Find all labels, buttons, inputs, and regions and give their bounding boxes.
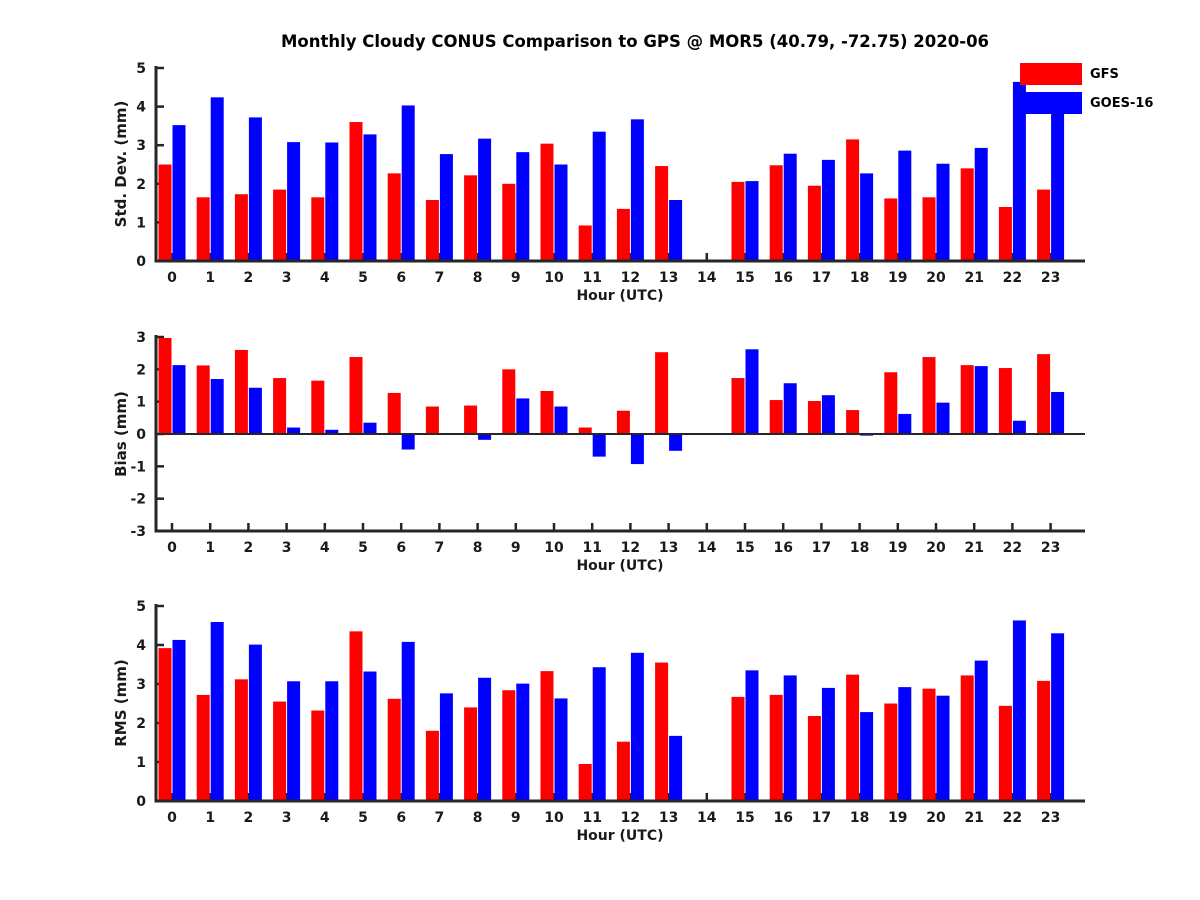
bar-goes16-h11 [593, 434, 606, 457]
bar-gfs-h0 [159, 648, 172, 801]
x-tick-label: 23 [1040, 810, 1061, 826]
bar-gfs-h10 [541, 144, 554, 261]
y-tick-label: 0 [136, 427, 146, 443]
bar-gfs-h16 [770, 695, 783, 801]
x-tick-label: 1 [205, 810, 216, 826]
bar-gfs-h22 [999, 207, 1012, 261]
bar-gfs-h1 [197, 695, 210, 801]
y-tick-label: 5 [136, 599, 146, 615]
bar-gfs-h17 [808, 401, 821, 434]
bar-gfs-h4 [311, 711, 324, 801]
bar-goes16-h13 [669, 736, 682, 801]
bar-goes16-h2 [249, 388, 262, 434]
x-tick-label: 22 [1002, 540, 1023, 556]
bar-goes16-h6 [402, 642, 415, 801]
bar-goes16-h13 [669, 434, 682, 451]
legend-swatch-goes16 [1020, 92, 1082, 114]
bar-goes16-h17 [822, 395, 835, 434]
x-tick-label: 15 [735, 540, 755, 556]
bar-gfs-h7 [426, 407, 439, 434]
x-tick-label: 12 [620, 540, 641, 556]
bar-goes16-h23 [1051, 392, 1064, 434]
bar-goes16-h1 [211, 97, 224, 261]
x-tick-label: 5 [358, 810, 368, 826]
x-tick-label: 3 [281, 810, 292, 826]
bar-gfs-h2 [235, 194, 248, 261]
x-tick-label: 4 [319, 810, 330, 826]
x-tick-label: 18 [849, 270, 870, 286]
bar-gfs-h12 [617, 742, 630, 801]
x-tick-label: 19 [888, 270, 908, 286]
bar-goes16-h8 [478, 678, 491, 801]
bar-gfs-h16 [770, 165, 783, 261]
bar-goes16-h19 [898, 414, 911, 434]
x-tick-label: 13 [658, 270, 679, 286]
x-tick-label: 1 [205, 270, 216, 286]
bar-goes16-h10 [555, 165, 568, 262]
y-tick-label: 5 [136, 61, 146, 77]
x-axis-label-rms: Hour (UTC) [576, 828, 664, 844]
bar-gfs-h21 [961, 365, 974, 434]
bar-goes16-h20 [937, 164, 950, 261]
x-tick-label: 21 [964, 810, 984, 826]
legend-swatch-gfs [1020, 63, 1082, 85]
x-tick-label: 14 [697, 270, 717, 286]
x-tick-label: 4 [319, 270, 330, 286]
bar-goes16-h20 [937, 696, 950, 801]
bar-gfs-h5 [350, 631, 363, 801]
bar-gfs-h6 [388, 393, 401, 434]
bar-gfs-h6 [388, 699, 401, 801]
x-tick-label: 21 [964, 270, 984, 286]
bar-gfs-h2 [235, 350, 248, 434]
bar-goes16-h12 [631, 434, 644, 464]
bar-goes16-h22 [1013, 620, 1026, 801]
x-tick-label: 16 [773, 540, 793, 556]
bar-goes16-h21 [975, 661, 988, 801]
bar-gfs-h12 [617, 209, 630, 261]
bar-gfs-h15 [732, 182, 745, 261]
chart-bias [130, 330, 1085, 556]
bar-gfs-h4 [311, 197, 324, 261]
bar-goes16-h17 [822, 160, 835, 261]
x-tick-label: 6 [396, 810, 407, 826]
x-tick-label: 3 [281, 540, 292, 556]
bar-gfs-h23 [1037, 681, 1050, 801]
bar-goes16-h0 [173, 640, 186, 801]
bar-goes16-h1 [211, 379, 224, 434]
x-tick-label: 11 [582, 270, 602, 286]
bar-gfs-h5 [350, 122, 363, 261]
bar-gfs-h7 [426, 200, 439, 261]
bar-goes16-h16 [784, 675, 797, 801]
x-tick-label: 19 [888, 540, 908, 556]
figure-title: Monthly Cloudy CONUS Comparison to GPS @ MOR5 (40.79, -72.75) 2020-06 [280, 32, 990, 51]
x-tick-label: 20 [926, 810, 946, 826]
bar-goes16-h9 [516, 152, 529, 261]
bar-goes16-h5 [364, 423, 377, 434]
bar-gfs-h9 [502, 184, 515, 261]
bar-gfs-h9 [502, 690, 515, 801]
bar-goes16-h10 [555, 407, 568, 434]
bar-goes16-h7 [440, 154, 453, 261]
y-tick-label: 3 [136, 330, 146, 346]
bar-goes16-h20 [937, 403, 950, 434]
bar-gfs-h22 [999, 368, 1012, 434]
bar-gfs-h15 [732, 378, 745, 434]
bar-goes16-h2 [249, 117, 262, 261]
x-tick-label: 19 [888, 810, 908, 826]
y-tick-label: 1 [136, 215, 146, 232]
x-tick-label: 17 [811, 540, 832, 556]
x-tick-label: 23 [1040, 270, 1061, 286]
bar-gfs-h0 [159, 165, 172, 262]
bar-gfs-h13 [655, 352, 668, 434]
bar-gfs-h21 [961, 675, 974, 801]
bar-gfs-h13 [655, 166, 668, 261]
bar-goes16-h4 [325, 142, 338, 261]
bar-goes16-h23 [1051, 103, 1064, 261]
bar-gfs-h17 [808, 186, 821, 261]
y-axis-label-stddev: Std. Dev. (mm) [112, 100, 130, 228]
bar-goes16-h5 [364, 134, 377, 261]
y-tick-label: -2 [130, 491, 146, 508]
x-tick-label: 9 [510, 810, 521, 826]
bar-gfs-h19 [884, 704, 897, 802]
bar-goes16-h11 [593, 667, 606, 801]
bar-gfs-h20 [923, 197, 936, 261]
bar-goes16-h23 [1051, 633, 1064, 801]
bar-gfs-h1 [197, 365, 210, 434]
bar-goes16-h17 [822, 688, 835, 801]
bar-gfs-h9 [502, 369, 515, 434]
bar-gfs-h11 [579, 764, 592, 801]
x-tick-label: 0 [167, 270, 177, 286]
x-tick-label: 16 [773, 270, 793, 286]
x-tick-label: 7 [434, 540, 445, 556]
x-tick-label: 0 [167, 810, 177, 826]
x-tick-label: 10 [544, 540, 564, 556]
bar-goes16-h9 [516, 398, 529, 434]
bar-goes16-h16 [784, 154, 797, 261]
bar-goes16-h22 [1013, 421, 1026, 434]
x-tick-label: 4 [319, 540, 330, 556]
x-tick-label: 13 [658, 810, 679, 826]
bar-gfs-h7 [426, 731, 439, 801]
x-tick-label: 9 [510, 540, 521, 556]
bar-gfs-h11 [579, 225, 592, 261]
bar-goes16-h0 [173, 125, 186, 261]
legend-entry-gfs [1020, 63, 1153, 85]
bar-goes16-h11 [593, 132, 606, 261]
x-tick-label: 8 [472, 540, 483, 556]
bar-goes16-h5 [364, 672, 377, 801]
x-tick-label: 2 [243, 270, 254, 286]
x-tick-label: 22 [1002, 810, 1023, 826]
legend [1020, 63, 1153, 121]
x-tick-label: 10 [544, 810, 564, 826]
x-tick-label: 20 [926, 540, 946, 556]
bar-gfs-h19 [884, 372, 897, 434]
bar-gfs-h8 [464, 406, 477, 434]
y-tick-label: 0 [136, 254, 146, 270]
bar-goes16-h18 [860, 173, 873, 261]
bar-gfs-h22 [999, 706, 1012, 801]
bar-gfs-h16 [770, 400, 783, 434]
x-tick-label: 13 [658, 540, 679, 556]
y-tick-label: -1 [130, 459, 146, 476]
bar-goes16-h19 [898, 687, 911, 801]
bar-gfs-h3 [273, 378, 286, 434]
bar-goes16-h2 [249, 645, 262, 801]
bar-goes16-h18 [860, 712, 873, 801]
bar-gfs-h13 [655, 663, 668, 801]
y-tick-label: -3 [130, 524, 146, 540]
x-tick-label: 7 [434, 270, 445, 286]
y-tick-label: 3 [136, 677, 146, 693]
x-tick-label: 11 [582, 540, 602, 556]
bar-gfs-h2 [235, 679, 248, 801]
x-tick-label: 12 [620, 270, 641, 286]
bar-gfs-h10 [541, 391, 554, 434]
x-tick-label: 2 [243, 540, 254, 556]
bar-goes16-h16 [784, 383, 797, 434]
x-tick-label: 7 [434, 810, 445, 826]
bar-gfs-h5 [350, 357, 363, 434]
bar-gfs-h0 [159, 338, 172, 434]
bar-gfs-h10 [541, 671, 554, 801]
x-tick-label: 8 [472, 270, 483, 286]
y-tick-label: 2 [136, 362, 146, 379]
bar-goes16-h8 [478, 139, 491, 261]
x-tick-label: 1 [205, 540, 216, 556]
x-tick-label: 17 [811, 810, 832, 826]
x-axis-label-stddev: Hour (UTC) [576, 288, 664, 304]
bar-goes16-h15 [746, 349, 759, 434]
bar-gfs-h6 [388, 173, 401, 261]
y-tick-label: 3 [136, 138, 146, 155]
bar-gfs-h3 [273, 190, 286, 261]
bar-goes16-h15 [746, 181, 759, 261]
x-tick-label: 12 [620, 810, 641, 826]
y-axis-label-bias: Bias (mm) [112, 391, 130, 477]
x-tick-label: 18 [849, 810, 870, 826]
legend-label-gfs: GFS [1090, 66, 1119, 82]
chart-rms [136, 599, 1085, 826]
bar-gfs-h18 [846, 675, 859, 801]
x-tick-label: 6 [396, 540, 407, 556]
x-tick-label: 15 [735, 270, 755, 286]
bar-goes16-h3 [287, 681, 300, 801]
x-tick-label: 22 [1002, 270, 1023, 286]
bar-goes16-h15 [746, 670, 759, 801]
x-tick-label: 5 [358, 540, 368, 556]
x-tick-label: 16 [773, 810, 793, 826]
y-tick-label: 4 [136, 99, 146, 116]
y-tick-label: 2 [136, 716, 146, 732]
x-tick-label: 14 [697, 810, 717, 826]
bar-gfs-h8 [464, 175, 477, 261]
y-tick-label: 2 [136, 176, 146, 193]
bar-goes16-h6 [402, 105, 415, 261]
bar-gfs-h17 [808, 716, 821, 801]
bar-goes16-h7 [440, 693, 453, 801]
x-tick-label: 18 [849, 540, 870, 556]
bar-goes16-h12 [631, 653, 644, 801]
bar-goes16-h10 [555, 698, 568, 801]
bar-gfs-h23 [1037, 354, 1050, 434]
y-tick-label: 1 [136, 394, 146, 411]
bar-goes16-h1 [211, 622, 224, 801]
bar-gfs-h18 [846, 139, 859, 261]
bar-goes16-h3 [287, 142, 300, 261]
chart-std_dev [136, 61, 1085, 286]
x-tick-label: 15 [735, 810, 755, 826]
bar-gfs-h1 [197, 197, 210, 261]
y-tick-label: 0 [136, 794, 146, 810]
legend-label-goes16: GOES-16 [1090, 95, 1154, 111]
bar-gfs-h3 [273, 702, 286, 801]
x-tick-label: 6 [396, 270, 407, 286]
bar-goes16-h21 [975, 148, 988, 261]
bar-gfs-h18 [846, 410, 859, 434]
bar-goes16-h21 [975, 366, 988, 434]
bar-gfs-h4 [311, 381, 324, 434]
x-tick-label: 0 [167, 540, 177, 556]
x-tick-label: 5 [358, 270, 368, 286]
bar-goes16-h19 [898, 151, 911, 261]
bar-gfs-h20 [923, 689, 936, 801]
bar-goes16-h0 [173, 365, 186, 434]
bar-gfs-h8 [464, 707, 477, 801]
bar-goes16-h9 [516, 684, 529, 801]
x-tick-label: 10 [544, 270, 564, 286]
x-tick-label: 17 [811, 270, 832, 286]
bar-goes16-h12 [631, 119, 644, 261]
y-tick-label: 1 [136, 755, 146, 771]
y-tick-label: 4 [136, 638, 146, 654]
x-tick-label: 2 [243, 810, 254, 826]
x-tick-label: 20 [926, 270, 946, 286]
x-tick-label: 11 [582, 810, 602, 826]
bar-gfs-h19 [884, 198, 897, 261]
bar-gfs-h21 [961, 168, 974, 261]
x-tick-label: 9 [510, 270, 521, 286]
x-tick-label: 3 [281, 270, 292, 286]
x-tick-label: 14 [697, 540, 717, 556]
y-axis-label-rms: RMS (mm) [112, 659, 130, 747]
x-tick-label: 8 [472, 810, 483, 826]
x-axis-label-bias: Hour (UTC) [576, 558, 664, 574]
bar-goes16-h4 [325, 681, 338, 801]
bar-gfs-h23 [1037, 190, 1050, 261]
bar-gfs-h12 [617, 411, 630, 434]
bar-gfs-h15 [732, 697, 745, 801]
legend-entry-goes16 [1020, 92, 1153, 114]
bar-goes16-h6 [402, 434, 415, 450]
x-tick-label: 23 [1040, 540, 1061, 556]
bar-gfs-h20 [923, 357, 936, 434]
bar-goes16-h13 [669, 200, 682, 261]
x-tick-label: 21 [964, 540, 984, 556]
